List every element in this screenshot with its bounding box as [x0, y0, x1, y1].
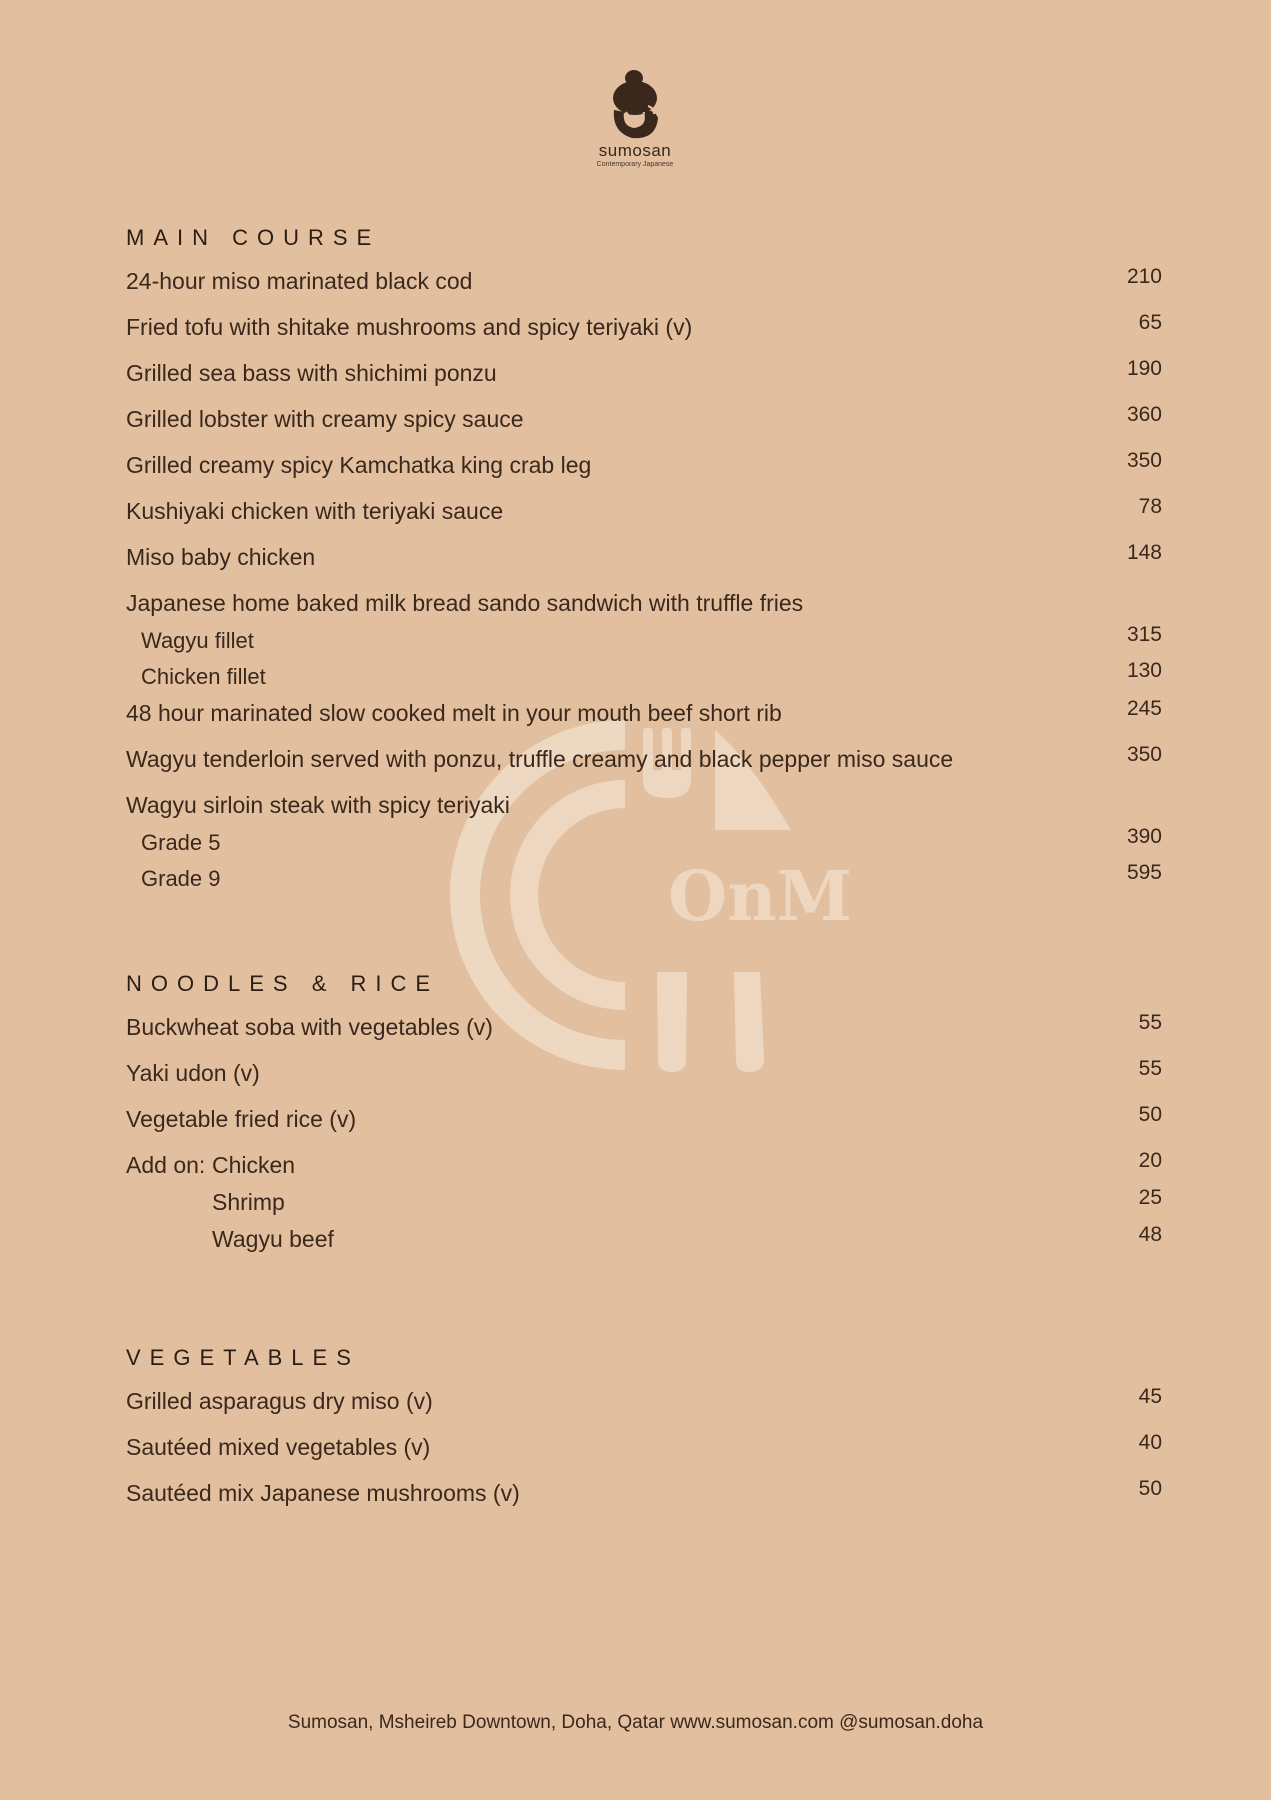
addon-option [126, 1223, 1162, 1260]
menu-item-option [126, 863, 1162, 899]
item-price: 45 [1138, 1385, 1162, 1408]
sumo-figure-icon [604, 68, 666, 144]
item-name: 24-hour miso marinated black cod [126, 268, 473, 294]
menu-item [126, 1431, 1162, 1477]
menu-item [126, 697, 1162, 743]
item-name: Wagyu sirloin steak with spicy teriyaki [126, 792, 510, 818]
item-price: 50 [1138, 1477, 1162, 1500]
menu-item-option [126, 625, 1162, 661]
menu-item [126, 1057, 1162, 1103]
item-price: 55 [1138, 1057, 1162, 1080]
option-name: Grade 5 [141, 830, 221, 855]
option-name: Wagyu fillet [141, 628, 254, 653]
menu-item [126, 449, 1162, 495]
item-price: 210 [1126, 265, 1162, 288]
menu-item-option [126, 661, 1162, 697]
item-name: Japanese home baked milk bread sando sandwich with truffle fries [126, 590, 804, 616]
menu-item [126, 789, 1162, 827]
section-title: NOODLES & RICE [126, 971, 440, 996]
brand-tagline: Contemporary Japanese [596, 161, 674, 168]
menu-item [126, 1011, 1162, 1057]
menu-item [126, 357, 1162, 403]
item-name: 48 hour marinated slow cooked melt in your mouth beef short rib [126, 700, 782, 726]
svg-text:OnM: OnM [668, 857, 852, 937]
option-name: Chicken fillet [141, 664, 266, 689]
item-price: 65 [1138, 311, 1162, 334]
item-name: Vegetable fried rice (v) [126, 1106, 357, 1132]
option-name: Grade 9 [141, 866, 221, 891]
option-name: Shrimp [212, 1189, 285, 1215]
option-name: Wagyu beef [212, 1226, 334, 1252]
section-title: VEGETABLES [126, 1345, 360, 1370]
option-price: 130 [1126, 659, 1162, 682]
item-name: Yaki udon (v) [126, 1060, 260, 1086]
item-name: Grilled sea bass with shichimi ponzu [126, 360, 497, 386]
menu-item [126, 541, 1162, 587]
menu-item [126, 743, 1162, 789]
item-price: 55 [1138, 1011, 1162, 1034]
footer-contact: Sumosan, Msheireb Downtown, Doha, Qatar www.sumosan.com @sumosan.doha [287, 1712, 984, 1733]
item-name: Sautéed mixed vegetables (v) [126, 1434, 431, 1460]
item-name: Grilled lobster with creamy spicy sauce [126, 406, 524, 432]
item-price: 350 [1126, 449, 1162, 472]
option-price: 25 [1138, 1186, 1162, 1209]
section-noodles-rice [126, 969, 1162, 1260]
addon-option [126, 1186, 1162, 1223]
section-vegetables [126, 1343, 1162, 1523]
menu-item [126, 1103, 1162, 1149]
item-name: Wagyu tenderloin served with ponzu, truffle creamy and black pepper miso sauce [126, 746, 954, 772]
item-name: Grilled creamy spicy Kamchatka king crab leg [126, 452, 592, 478]
menu-item-option [126, 827, 1162, 863]
item-price: 50 [1138, 1103, 1162, 1126]
sumosan-logo [585, 68, 685, 169]
item-name: Fried tofu with shitake mushrooms and spicy teriyaki (v) [126, 314, 693, 340]
item-price: 78 [1138, 495, 1162, 518]
menu-item [126, 495, 1162, 541]
option-price: 48 [1138, 1223, 1162, 1246]
section-main-course [126, 223, 1162, 899]
item-name: Sautéed mix Japanese mushrooms (v) [126, 1480, 520, 1506]
item-price: 350 [1126, 743, 1162, 766]
addon-label: Add on: [126, 1152, 206, 1178]
item-price: 148 [1126, 541, 1162, 564]
addon-option [126, 1149, 1162, 1186]
menu-item [126, 265, 1162, 311]
option-price: 390 [1126, 825, 1162, 848]
item-name: Grilled asparagus dry miso (v) [126, 1388, 433, 1414]
item-name: Buckwheat soba with vegetables (v) [126, 1014, 493, 1040]
menu-item [126, 1477, 1162, 1523]
menu-item [126, 403, 1162, 449]
option-price: 315 [1126, 623, 1162, 646]
item-price: 40 [1138, 1431, 1162, 1454]
option-price: 595 [1126, 861, 1162, 884]
brand-name: sumosan [598, 141, 672, 160]
menu-item [126, 587, 1162, 625]
menu-item [126, 1385, 1162, 1431]
section-title: MAIN COURSE [126, 225, 381, 250]
option-name: Chicken [212, 1152, 296, 1178]
item-name: Kushiyaki chicken with teriyaki sauce [126, 498, 504, 524]
option-price: 20 [1138, 1149, 1162, 1172]
item-price: 190 [1126, 357, 1162, 380]
item-price: 245 [1126, 697, 1162, 720]
item-price: 360 [1126, 403, 1162, 426]
menu-item [126, 311, 1162, 357]
item-name: Miso baby chicken [126, 544, 316, 570]
